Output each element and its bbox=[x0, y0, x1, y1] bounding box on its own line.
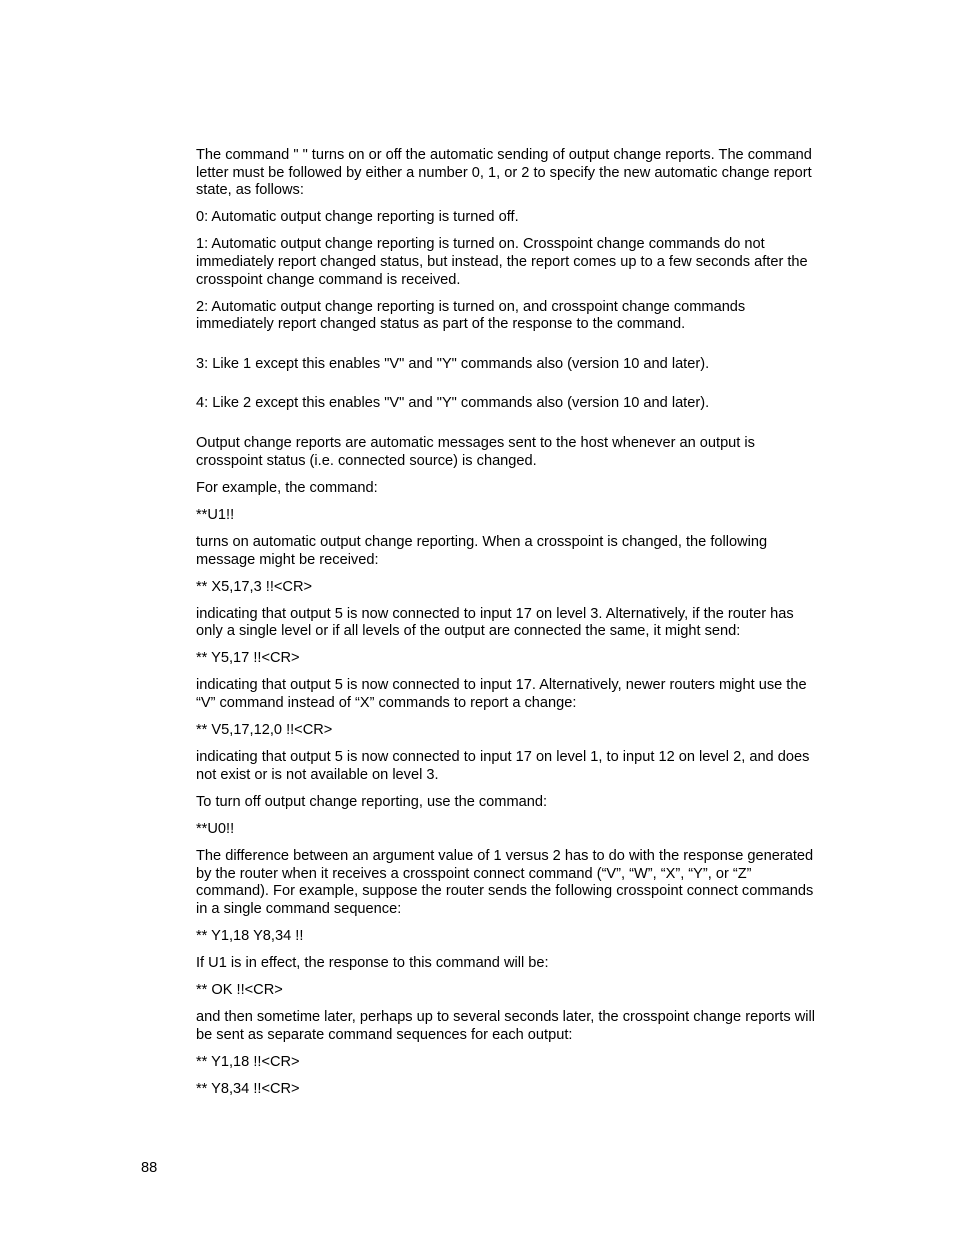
paragraph: indicating that output 5 is now connected to input 17 on level 1, to input 12 on level 2, and does not exist or is not available on level 3. bbox=[196, 749, 810, 783]
code-example: **U1!! bbox=[196, 506, 235, 523]
code-example: **U0!! bbox=[196, 821, 235, 838]
code-example: ** X5,17,3 !!<CR> bbox=[196, 578, 313, 595]
paragraph: If U1 is in effect, the response to this command will be: bbox=[196, 955, 549, 972]
code-example: ** OK !!<CR> bbox=[196, 982, 283, 999]
example-intro: For example, the command: bbox=[196, 479, 378, 496]
code-example: ** Y1,18 Y8,34 !! bbox=[196, 928, 304, 944]
paragraph: The difference between an argument value of 1 versus 2 has to do with the response generated by the router when it receives a crosspoint connect command (“V”, “W”, “X”, “Y”, or “Z” command). For example, suppose the router sends the following crosspoint connect commands in a single command sequence: bbox=[196, 848, 814, 917]
option-1: 1: Automatic output change reporting is turned on. Crosspoint change commands do not immediately report changed status, but instead, the report comes up to a few seconds after the crosspoint change command is received. bbox=[196, 236, 808, 288]
paragraph: and then sometime later, perhaps up to several seconds later, the crosspoint change reports will be sent as separate command sequences for each output: bbox=[196, 1009, 815, 1043]
body-text bbox=[196, 147, 818, 1108]
paragraph: indicating that output 5 is now connected to input 17. Alternatively, newer routers might use the “V” command instead of “X” commands to report a change: bbox=[196, 677, 807, 712]
code-example: ** Y1,18 !!<CR> bbox=[196, 1053, 300, 1070]
code-example: ** V5,17,12,0 !!<CR> bbox=[196, 722, 333, 739]
option-2: 2: Automatic output change reporting is turned on, and crosspoint change commands immediately report changed status as part of the response to the command. bbox=[196, 298, 746, 333]
option-4: 4: Like 2 except this enables "V" and "Y" commands also (version 10 and later). bbox=[196, 395, 710, 412]
code-example: ** Y8,34 !!<CR> bbox=[196, 1081, 300, 1098]
reports-description: Output change reports are automatic messages sent to the host whenever an output is crosspoint status (i.e. connected source) is changed. bbox=[196, 435, 755, 469]
page-number: 88 bbox=[141, 1160, 158, 1176]
paragraph: indicating that output 5 is now connected to input 17 on level 3. Alternatively, if the router has only a single level or if all levels of the output are connected the same, it might send: bbox=[196, 605, 794, 640]
paragraph: turns on automatic output change reporting. When a crosspoint is changed, the following message might be received: bbox=[196, 533, 768, 568]
option-0: 0: Automatic output change reporting is turned off. bbox=[196, 209, 519, 226]
paragraph: To turn off output change reporting, use the command: bbox=[196, 793, 548, 810]
code-example: ** Y5,17 !!<CR> bbox=[196, 650, 300, 667]
option-3: 3: Like 1 except this enables "V" and "Y" commands also (version 10 and later). bbox=[196, 355, 710, 372]
intro-paragraph: The command " " turns on or off the automatic sending of output change reports. The command letter must be followed by either a number 0, 1, or 2 to specify the new automatic change report state, as follows: bbox=[196, 147, 812, 199]
